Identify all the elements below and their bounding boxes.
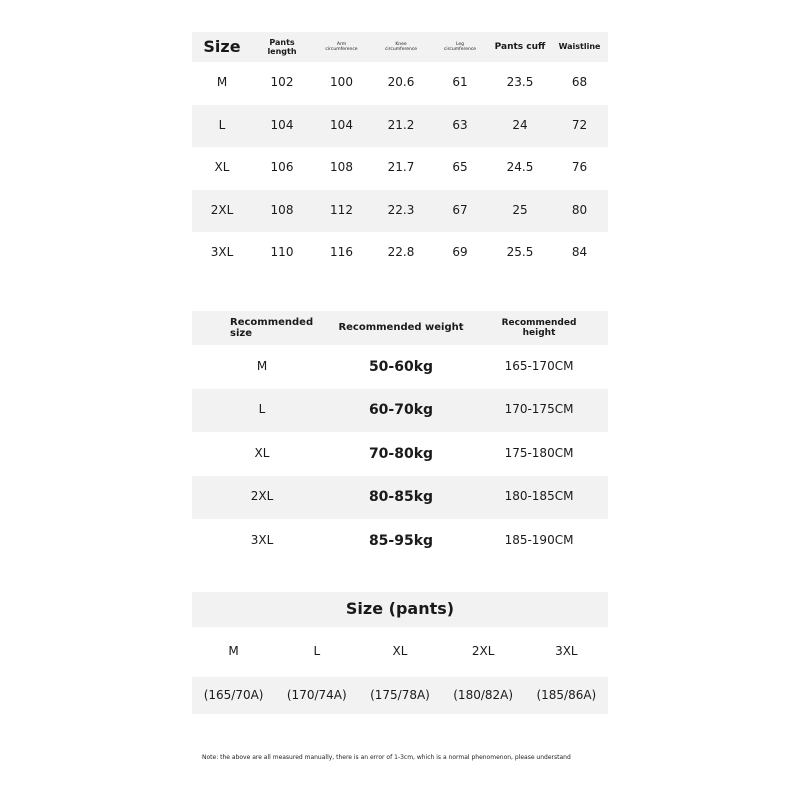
- header-leg-circumference: [431, 42, 489, 52]
- cell-leg-circumference: 63: [452, 117, 468, 132]
- cell-knee-circumference: 20.6: [387, 75, 415, 90]
- pants-size-label: 3XL: [555, 644, 578, 659]
- header-recommended-height-text: Recommended height: [501, 317, 577, 338]
- cell-pants-length: 110: [270, 245, 294, 260]
- pants-size-code: (165/70A): [203, 687, 264, 702]
- pants-size-label: M: [228, 644, 239, 659]
- pants-size-title: Size (pants): [345, 599, 455, 619]
- cell-pants-cuff: 24: [512, 117, 528, 132]
- cell-waistline: 68: [571, 75, 588, 90]
- cell-pants-length: 108: [270, 202, 294, 217]
- cell-size: M: [216, 75, 228, 90]
- cell-arm-circumference: 112: [330, 202, 353, 217]
- cell-waistline: 76: [571, 160, 588, 175]
- cell-size: 3XL: [210, 245, 234, 260]
- cell-size: XL: [254, 445, 270, 460]
- header-pants-cuff: Pants cuff: [494, 41, 546, 52]
- cell-knee-circumference: 21.7: [387, 160, 415, 175]
- cell-waistline: 72: [571, 117, 588, 132]
- pants-size-codes-row: [192, 677, 608, 714]
- cell-knee-circumference: 22.8: [387, 245, 415, 260]
- pants-size-title-row: [192, 592, 608, 627]
- header-arm-circumference-text: Arm circumference: [325, 41, 358, 52]
- cell-weight: 50-60kg: [368, 358, 434, 375]
- table-row: [192, 519, 608, 563]
- pants-size-code: (180/82A): [453, 687, 514, 702]
- cell-size: 3XL: [250, 532, 274, 547]
- cell-height: 170-175CM: [504, 402, 574, 417]
- pants-size-code: (175/78A): [370, 687, 430, 702]
- pants-size-labels-row: [192, 627, 608, 677]
- cell-leg-circumference: 65: [452, 160, 468, 175]
- cell-weight: 85-95kg: [368, 532, 434, 549]
- table-row: [192, 62, 608, 105]
- cell-pants-length: 104: [270, 117, 294, 132]
- table-row: [192, 147, 608, 190]
- cell-waistline: 84: [571, 245, 588, 260]
- cell-size: L: [258, 402, 266, 417]
- header-pants-length: [252, 38, 312, 56]
- cell-pants-cuff: 23.5: [506, 75, 534, 90]
- header-recommended-size: [192, 317, 332, 340]
- header-leg-circumference-text: Leg circumference: [443, 41, 477, 52]
- table-header-row: [192, 32, 608, 62]
- cell-weight: 80-85kg: [368, 489, 434, 506]
- header-knee-circumference: [371, 42, 431, 52]
- cell-height: 180-185CM: [504, 489, 574, 504]
- pants-size-label: L: [313, 644, 321, 659]
- table-header-row: [192, 311, 608, 345]
- header-knee-circumference-text: Knee circumference: [384, 41, 418, 52]
- cell-leg-circumference: 67: [452, 202, 468, 217]
- cell-height: 175-180CM: [504, 445, 574, 460]
- cell-size: L: [218, 117, 226, 132]
- cell-weight: 60-70kg: [368, 402, 434, 419]
- cell-height: 165-170CM: [504, 358, 574, 373]
- cell-knee-circumference: 21.2: [387, 117, 415, 132]
- pants-size-code: (185/86A): [536, 687, 597, 702]
- header-pants-length-text: Pants length: [267, 37, 297, 56]
- cell-leg-circumference: 69: [452, 245, 468, 260]
- pants-size-code: (170/74A): [286, 687, 347, 702]
- cell-arm-circumference: 108: [330, 160, 353, 175]
- table-row: [192, 345, 608, 389]
- header-waistline: Waistline: [558, 42, 601, 52]
- header-recommended-size-text: Recommended size: [230, 316, 314, 339]
- pants-size-label: XL: [392, 644, 408, 659]
- cell-arm-circumference: 116: [330, 245, 353, 260]
- cell-pants-length: 102: [270, 75, 294, 90]
- recommendation-table: [192, 311, 608, 563]
- table-row: [192, 190, 608, 233]
- cell-pants-cuff: 25: [512, 202, 528, 217]
- table-row: [192, 432, 608, 476]
- cell-pants-cuff: 24.5: [506, 160, 534, 175]
- cell-leg-circumference: 61: [452, 75, 468, 90]
- table-row: [192, 389, 608, 433]
- header-size: Size: [203, 36, 241, 56]
- header-recommended-height: [470, 318, 608, 339]
- table-row: [192, 105, 608, 148]
- measurement-note: Note: the above are all measured manually, there is an error of 1-3cm, which is a normal phenomenon, please understand: [202, 754, 571, 761]
- cell-arm-circumference: 104: [330, 117, 353, 132]
- size-measurement-table: [192, 32, 608, 275]
- header-recommended-weight: Recommended weight: [338, 322, 464, 334]
- table-row: [192, 476, 608, 520]
- cell-pants-length: 106: [270, 160, 294, 175]
- cell-size: XL: [214, 160, 230, 175]
- cell-arm-circumference: 100: [330, 75, 353, 90]
- cell-pants-cuff: 25.5: [506, 245, 534, 260]
- table-row: [192, 232, 608, 275]
- pants-size-label: 2XL: [471, 644, 495, 659]
- cell-knee-circumference: 22.3: [387, 202, 415, 217]
- cell-size: 2XL: [250, 489, 274, 504]
- header-arm-circumference: [312, 42, 371, 52]
- cell-weight: 70-80kg: [368, 445, 434, 462]
- cell-size: M: [256, 358, 268, 373]
- cell-waistline: 80: [571, 202, 588, 217]
- pants-size-table: [192, 592, 608, 714]
- cell-height: 185-190CM: [504, 532, 574, 547]
- cell-size: 2XL: [210, 202, 234, 217]
